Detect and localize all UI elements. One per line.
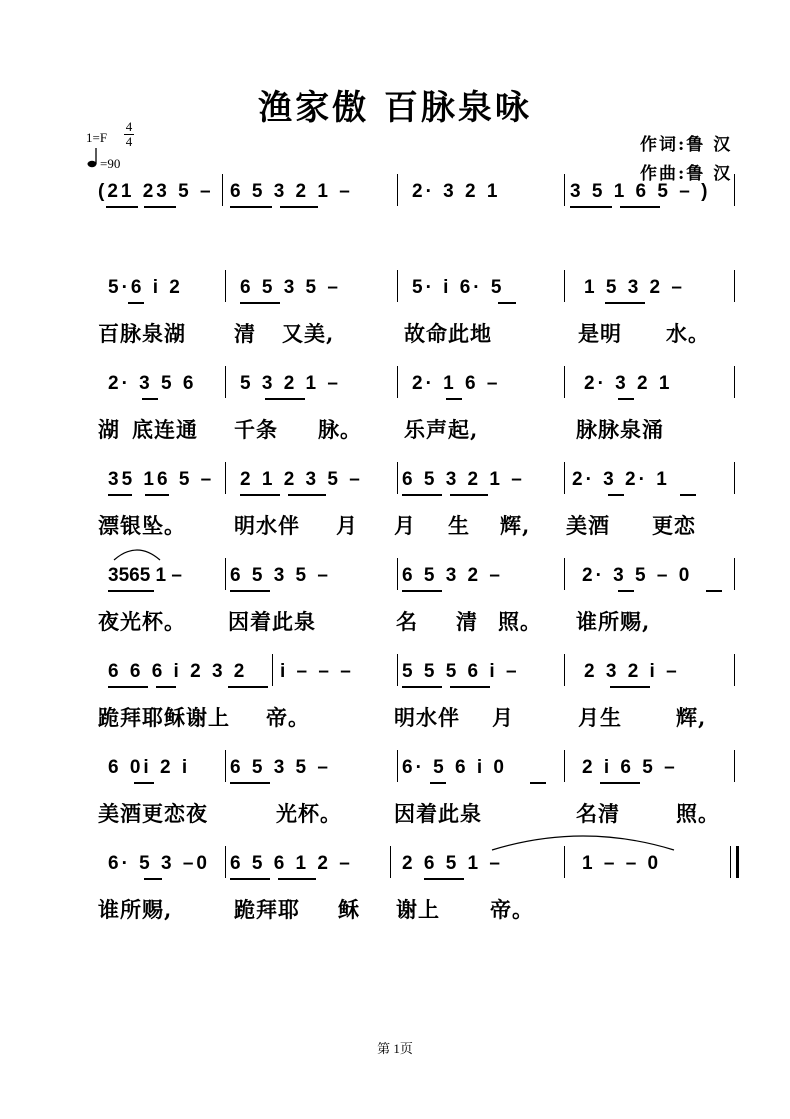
- lyric: 湖: [98, 417, 120, 442]
- slur-mark: [112, 544, 162, 562]
- beam-line: [450, 686, 490, 688]
- beam-line: [106, 206, 138, 208]
- measure: 1 – – 0: [582, 853, 662, 874]
- quarter-note-icon: [87, 147, 101, 169]
- bar-line: [397, 366, 398, 398]
- measure: 6 5 6 1 2 –: [230, 853, 353, 874]
- beam-line: [144, 206, 176, 208]
- bar-line: [225, 558, 226, 590]
- measure: 2 6 5 1 –: [402, 853, 503, 874]
- bar-line: [222, 174, 223, 206]
- lyric: 脉。: [318, 417, 362, 442]
- bar-line: [564, 654, 565, 686]
- lyric: 生: [448, 513, 470, 538]
- notes-row: [90, 276, 740, 308]
- measure: 6· 5 6 i 0: [402, 757, 507, 778]
- beam-line: [706, 590, 722, 592]
- lyric: 辉,: [500, 513, 531, 538]
- beam-line: [608, 494, 624, 496]
- lyric: 底连通: [132, 417, 198, 442]
- beam-line: [280, 206, 318, 208]
- bar-line: [225, 270, 226, 302]
- bar-line: [564, 366, 565, 398]
- lyric: 清: [234, 321, 256, 346]
- measure: 2· 3 5 6: [108, 373, 197, 394]
- beam-line: [230, 878, 270, 880]
- beam-line: [240, 494, 280, 496]
- measure: 6 6 6 i 2 3 2: [108, 661, 248, 682]
- lyric: 更恋: [652, 513, 696, 538]
- measure: 6 5 3 5 –: [230, 565, 331, 586]
- measure: 5· i 6· 5: [412, 277, 505, 298]
- notes-row: [90, 660, 740, 692]
- lyricist-credit: 作词:鲁 汉: [640, 135, 733, 155]
- lyric: 是明: [578, 321, 622, 346]
- tempo-marking: =90: [100, 156, 121, 171]
- bar-line: [734, 174, 735, 206]
- bar-line: [734, 462, 735, 494]
- beam-line: [402, 494, 442, 496]
- beam-line: [230, 206, 272, 208]
- bar-line: [390, 846, 391, 878]
- bar-line: [730, 846, 731, 878]
- bar-line: [734, 750, 735, 782]
- beam-line: [108, 494, 132, 496]
- lyric: 谁所赐,: [576, 609, 651, 634]
- lyric: 因着此泉: [394, 801, 482, 826]
- measure: 6 0i 2 i: [108, 757, 191, 778]
- beam-line: [230, 590, 270, 592]
- beam-line: [108, 590, 154, 592]
- measure: 6 5 3 5 –: [240, 277, 341, 298]
- measure: 2· 3 2 1: [584, 373, 673, 394]
- measure: i – – –: [280, 661, 354, 682]
- beam-line: [402, 686, 442, 688]
- lyric: 千条: [234, 417, 278, 442]
- beam-line: [144, 878, 162, 880]
- beam-line: [228, 686, 268, 688]
- lyric: 辉,: [676, 705, 707, 730]
- time-signature-numerator: 4: [125, 119, 133, 134]
- measure: 2· 3 2 1: [412, 181, 501, 202]
- lyric: 乐声起,: [404, 417, 479, 442]
- notes-row: [90, 468, 740, 500]
- final-bar-line: [736, 846, 739, 878]
- beam-line: [498, 302, 516, 304]
- lyric: 夜光杯。: [98, 609, 186, 634]
- lyric: 漂银坠。: [98, 513, 186, 538]
- composer-credit: 作曲:鲁 汉: [640, 164, 733, 184]
- key-signature: 1=F: [86, 130, 108, 145]
- page-title: 渔家傲 百脉泉咏: [258, 88, 532, 128]
- bar-line: [272, 654, 273, 686]
- measure: 2 1 2 3 5 –: [240, 469, 363, 490]
- bar-line: [564, 846, 565, 878]
- measure: 2· 3 5 – 0: [582, 565, 693, 586]
- beam-line: [134, 782, 154, 784]
- lyric: 百脉泉湖: [98, 321, 186, 346]
- lyric: 清: [456, 609, 478, 634]
- lyric: 故命此地: [404, 321, 492, 346]
- beam-line: [265, 398, 305, 400]
- bar-line: [564, 462, 565, 494]
- beam-line: [156, 686, 176, 688]
- notes-row: [90, 852, 740, 884]
- measure: 2· 3 2· 1: [572, 469, 670, 490]
- measure: (21 23 5 –: [98, 181, 214, 202]
- bar-line: [397, 654, 398, 686]
- lyric: 水。: [666, 321, 710, 346]
- measure: 2 3 2 i –: [584, 661, 680, 682]
- lyric: 月: [394, 513, 416, 538]
- beam-line: [618, 590, 634, 592]
- beam-line: [600, 782, 640, 784]
- lyric: 月: [336, 513, 358, 538]
- lyric: 月: [492, 705, 514, 730]
- lyric: 谁所赐,: [98, 897, 173, 922]
- bar-line: [225, 366, 226, 398]
- measure: 6· 5 3 –0: [108, 853, 210, 874]
- bar-line: [564, 270, 565, 302]
- beam-line: [230, 782, 270, 784]
- time-signature: [124, 120, 134, 149]
- lyric: 名: [396, 609, 418, 634]
- lyric: 美酒更恋夜: [98, 801, 208, 826]
- beam-line: [680, 494, 696, 496]
- bar-line: [397, 270, 398, 302]
- measure: 6 5 3 2 1 –: [402, 469, 525, 490]
- page-number: 第 1页: [377, 1041, 413, 1056]
- time-signature-denominator: 4: [125, 134, 133, 149]
- bar-line: [225, 846, 226, 878]
- beam-line: [610, 686, 650, 688]
- measure: 5 3 2 1 –: [240, 373, 341, 394]
- lyric: 美酒: [566, 513, 610, 538]
- measure: 3565 1 –: [108, 565, 182, 586]
- lyric: 谢上: [396, 897, 440, 922]
- lyric: 照。: [676, 801, 720, 826]
- measure: 2 i 6 5 –: [582, 757, 678, 778]
- lyric: 明水伴: [394, 705, 460, 730]
- beam-line: [278, 878, 316, 880]
- intro-notes: [90, 180, 740, 212]
- beam-line: [430, 782, 446, 784]
- beam-line: [145, 494, 169, 496]
- lyric: 照。: [498, 609, 542, 634]
- lyric: 光杯。: [276, 801, 342, 826]
- bar-line: [397, 174, 398, 206]
- bar-line: [397, 750, 398, 782]
- lyric: 稣: [338, 897, 360, 922]
- beam-line: [128, 302, 144, 304]
- measure: 3 5 1 6 5 – ): [570, 181, 711, 202]
- beam-line: [424, 878, 464, 880]
- notes-row: [90, 756, 740, 788]
- lyric: 又美,: [282, 321, 335, 346]
- measure: 6 5 3 2 1 –: [230, 181, 353, 202]
- beam-line: [620, 206, 660, 208]
- measure: 1 5 3 2 –: [584, 277, 685, 298]
- lyric: 因着此泉: [228, 609, 316, 634]
- measure: 2· 1 6 –: [412, 373, 501, 394]
- lyric: 帝。: [490, 897, 534, 922]
- notes-row: [90, 372, 740, 404]
- measure: 6 5 3 2 –: [402, 565, 503, 586]
- bar-line: [397, 462, 398, 494]
- measure: 35 16 5 –: [108, 469, 215, 490]
- slur-mark: [490, 830, 676, 852]
- beam-line: [108, 686, 148, 688]
- beam-line: [530, 782, 546, 784]
- lyric: 名清: [576, 801, 620, 826]
- bar-line: [564, 174, 565, 206]
- lyric: 月生: [578, 705, 622, 730]
- bar-line: [734, 366, 735, 398]
- measure: 5 5 5 6 i –: [402, 661, 520, 682]
- beam-line: [570, 206, 612, 208]
- bar-line: [225, 750, 226, 782]
- lyric: 脉脉泉涌: [576, 417, 664, 442]
- lyric: 跪拜耶稣谢上: [98, 705, 230, 730]
- bar-line: [225, 462, 226, 494]
- lyric: 帝。: [266, 705, 310, 730]
- bar-line: [734, 558, 735, 590]
- bar-line: [564, 558, 565, 590]
- bar-line: [734, 654, 735, 686]
- beam-line: [142, 398, 158, 400]
- beam-line: [450, 494, 488, 496]
- bar-line: [734, 270, 735, 302]
- measure: 5·6 i 2: [108, 277, 183, 298]
- measure: 6 5 3 5 –: [230, 757, 331, 778]
- beam-line: [618, 398, 634, 400]
- beam-line: [446, 398, 462, 400]
- lyric: 跪拜耶: [234, 897, 300, 922]
- beam-line: [402, 590, 442, 592]
- beam-line: [605, 302, 645, 304]
- lyric: 明水伴: [234, 513, 300, 538]
- bar-line: [397, 558, 398, 590]
- notes-row: [90, 564, 740, 596]
- beam-line: [288, 494, 326, 496]
- beam-line: [240, 302, 280, 304]
- bar-line: [564, 750, 565, 782]
